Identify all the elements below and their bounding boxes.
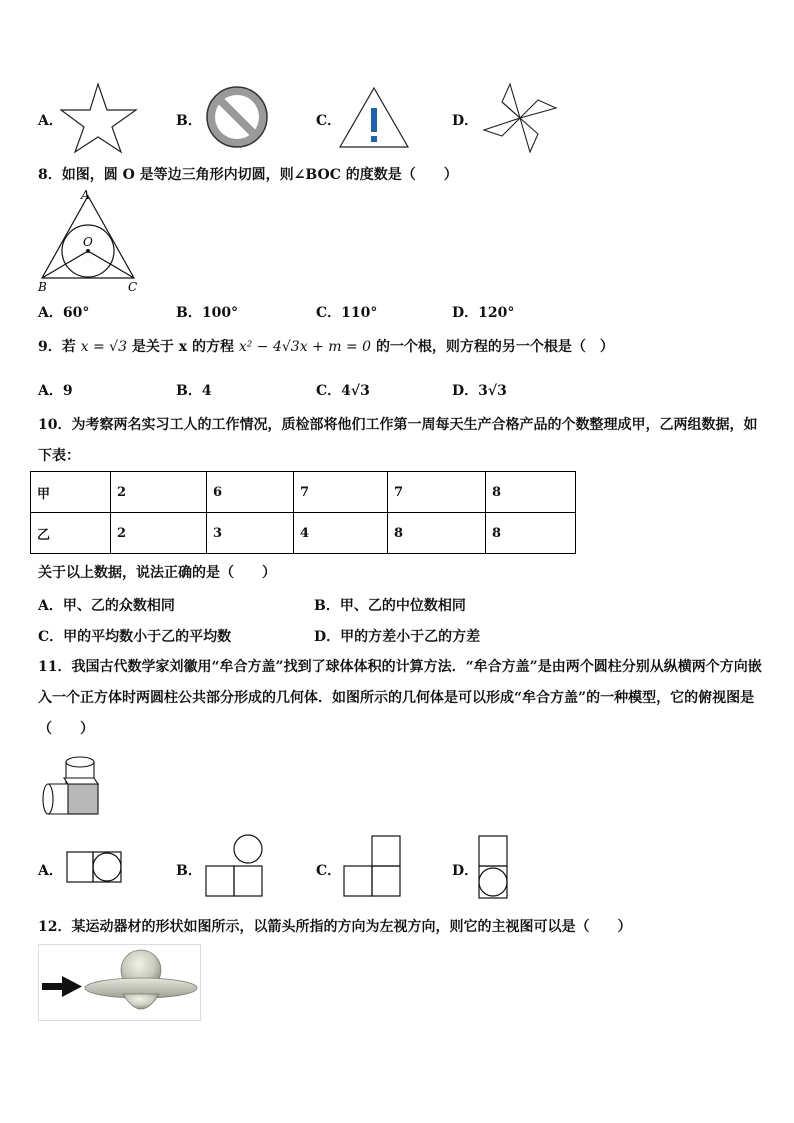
- arrow-right-icon: [42, 976, 82, 997]
- q10-data-table: [30, 471, 576, 554]
- q9-option-a: A．9: [38, 383, 73, 399]
- q8-option-c: C．110°: [316, 305, 378, 321]
- table-cell: 3: [207, 513, 294, 554]
- q11-option-d-figure: [476, 834, 510, 902]
- table-cell: 8: [388, 513, 486, 554]
- table-cell: 4: [294, 513, 388, 554]
- q11-option-c-figure: [342, 834, 402, 900]
- table-cell: 乙: [31, 513, 111, 554]
- q12-sports-equipment-figure: [38, 944, 202, 1022]
- star-icon: [60, 82, 140, 154]
- q10-option-c: C．甲的平均数小于乙的平均数: [38, 629, 232, 645]
- vertex-b-label: B: [38, 280, 47, 294]
- table-row: [31, 513, 576, 554]
- q9-prefix: 9．若: [38, 339, 76, 355]
- q9-option-b: B．4: [176, 383, 212, 399]
- q9-mid: 是关于 x 的方程: [131, 339, 234, 355]
- q7-option-d-label: D．: [452, 113, 479, 129]
- table-cell: 7: [388, 472, 486, 513]
- center-o-label: O: [83, 235, 93, 249]
- q11-option-b-figure: [204, 832, 264, 900]
- q9-equation: x² − 4√3x + m = 0: [238, 339, 372, 355]
- table-cell: 6: [207, 472, 294, 513]
- q8-option-b: B．100°: [176, 305, 239, 321]
- table-cell: 8: [486, 472, 576, 513]
- q10-question-line2: 下表：: [38, 448, 80, 464]
- q10-question-line1: 10．为考察两名实习工人的工作情况，质检部将他们工作第一周每天生产合格产品的个数整理成甲，乙两组数据，如: [38, 417, 758, 433]
- table-cell: 2: [111, 472, 207, 513]
- q10-sub-question: 关于以上数据，说法正确的是（ ）: [38, 565, 276, 581]
- q9-suffix: 的一个根，则方程的另一个根是（ ）: [375, 339, 614, 355]
- q10-option-b: B．甲、乙的中位数相同: [314, 598, 466, 614]
- pinwheel-icon: [480, 80, 560, 156]
- q10-option-d: D．甲的方差小于乙的方差: [314, 629, 481, 645]
- q12-question-text: 12．某运动器材的形状如图所示，以箭头所指的方向为左视方向，则它的主视图可以是（ ）: [38, 919, 632, 935]
- q8-incircle-figure: [36, 190, 146, 294]
- table-cell: 2: [111, 513, 207, 554]
- table-cell: 甲: [31, 472, 111, 513]
- q7-option-c-label: C．: [316, 113, 342, 129]
- no-entry-icon: [204, 84, 270, 150]
- q11-option-a-figure: [66, 848, 124, 886]
- q8-option-d: D．120°: [452, 305, 515, 321]
- warning-triangle-icon: [338, 86, 410, 150]
- q9-question-text: [38, 337, 614, 357]
- q9-root-expression: x = √3: [80, 339, 127, 355]
- q11-option-b-label: B．: [176, 863, 202, 879]
- q8-option-a: A．60°: [38, 305, 90, 321]
- q11-question-line2: 入一个正方体时两圆柱公共部分形成的几何体．如图所示的几何体是可以形成“牟合方盖”的一种模型，它的俯视图是: [38, 690, 755, 706]
- q11-option-c-label: C．: [316, 863, 342, 879]
- table-cell: 8: [486, 513, 576, 554]
- vertex-c-label: C: [128, 280, 138, 294]
- q9-option-d: D．3√3: [452, 383, 507, 399]
- table-cell: 7: [294, 472, 388, 513]
- q7-option-b-label: B．: [176, 113, 202, 129]
- q10-option-a: A．甲、乙的众数相同: [38, 598, 175, 614]
- q11-question-line3: （ ）: [38, 721, 94, 737]
- q8-question-text: 8．如图，圆 O 是等边三角形内切圆，则∠BOC 的度数是（ ）: [38, 167, 458, 183]
- q11-option-d-label: D．: [452, 863, 479, 879]
- q11-solid-figure: [40, 748, 104, 820]
- q11-question-line1: 11．我国古代数学家刘徽用“牟合方盖”找到了球体体积的计算方法．“牟合方盖”是由两个圆柱分别从纵横两个方向嵌: [38, 659, 762, 675]
- q9-option-c: C．4√3: [316, 383, 370, 399]
- vertex-a-label: A: [81, 190, 90, 202]
- q7-option-a-label: A．: [38, 113, 63, 129]
- q11-option-a-label: A．: [38, 863, 63, 879]
- table-row: [31, 472, 576, 513]
